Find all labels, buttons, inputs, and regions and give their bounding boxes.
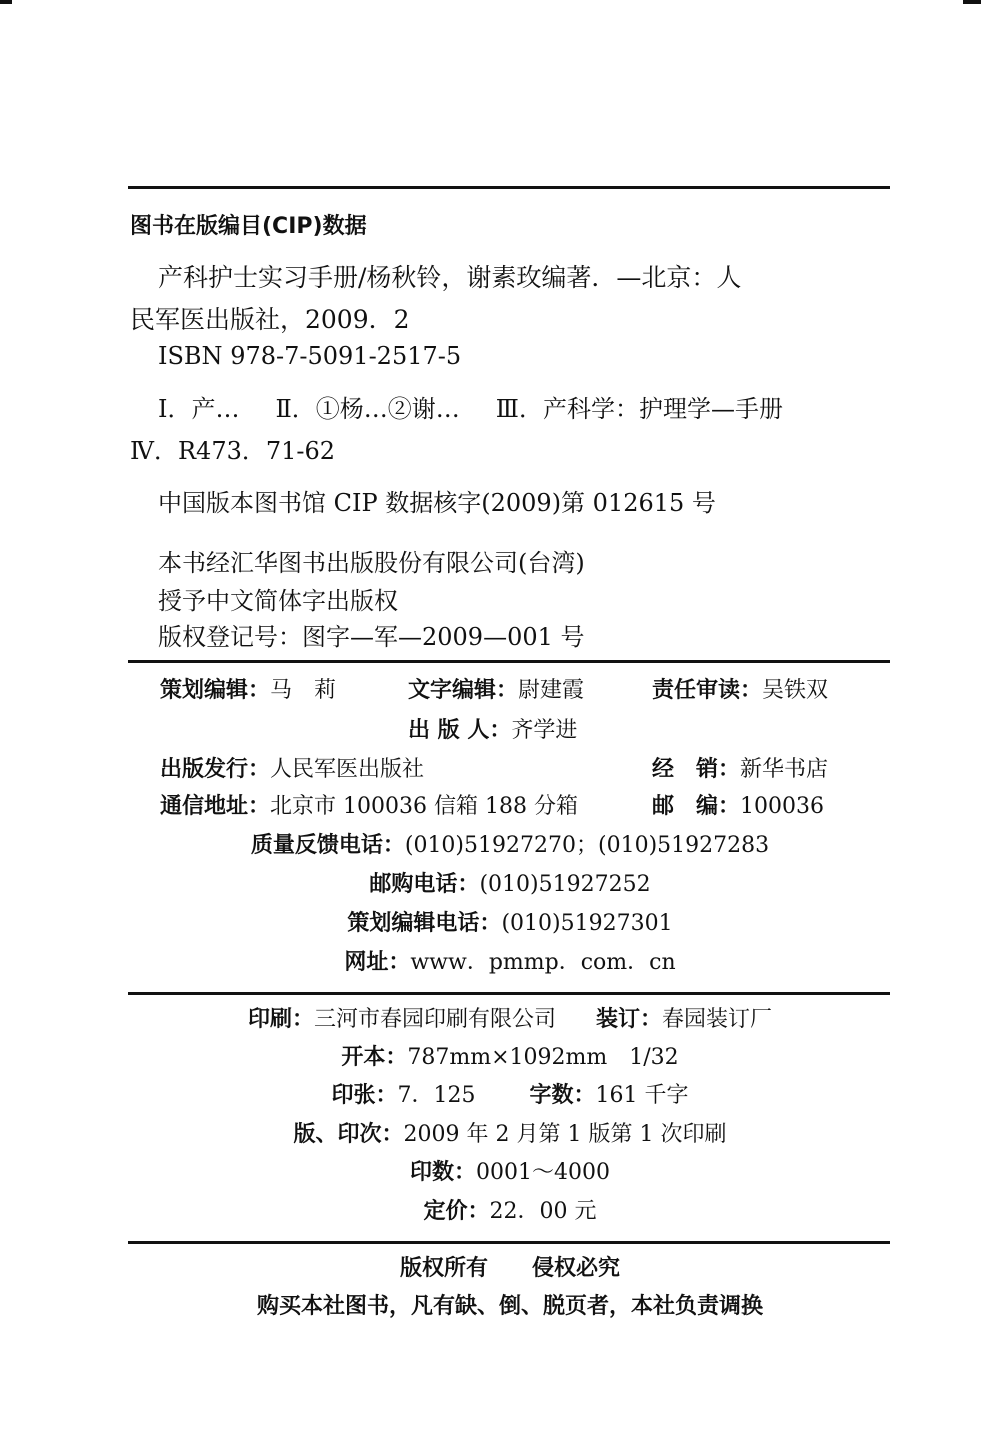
- sheets-value: 7．125: [397, 1083, 476, 1108]
- postcode: [652, 792, 824, 822]
- website-value: www．pmmp．com．cn: [410, 950, 676, 975]
- feedback-phone-label: 质量反馈电话：: [250, 833, 405, 858]
- section-rule-publisher: [128, 660, 890, 663]
- printer-binding: [130, 1005, 890, 1035]
- license-line-1: 本书经汇华图书出版股份有限公司(台湾): [158, 549, 585, 577]
- price: [130, 1197, 890, 1227]
- mail-order-phone-value: (010)51927252: [479, 872, 651, 897]
- mailing-address: [160, 792, 578, 822]
- price-label: 定价：: [423, 1199, 490, 1224]
- binding-value: 春园装订厂: [662, 1007, 773, 1032]
- website-label: 网址：: [344, 950, 411, 975]
- replacement-notice: 购买本社图书，凡有缺、倒、脱页者，本社负责调换: [256, 1294, 763, 1319]
- postcode-value: 100036: [740, 794, 824, 819]
- cip-heading: 图书在版编目(CIP)数据: [130, 214, 367, 239]
- text-editor-value: 尉建霞: [518, 678, 585, 703]
- license-line-2: 授予中文简体字出版权: [158, 587, 398, 615]
- address-value: 北京市 100036 信箱 188 分箱: [270, 794, 578, 819]
- sheets-words: [130, 1081, 890, 1111]
- edition-printing: [130, 1120, 890, 1150]
- planning-editor: [160, 676, 336, 706]
- words-label: 字数：: [529, 1083, 596, 1108]
- classification-part-1: Ⅰ．产…: [158, 395, 240, 423]
- section-rule-printing: [128, 992, 890, 995]
- top-rule: [128, 186, 890, 189]
- cip-record-number: 中国版本图书馆 CIP 数据核字(2009)第 012615 号: [158, 489, 716, 517]
- publisher-person-value: 齐学进: [511, 718, 578, 743]
- copyright-registration: 版权登记号：图字—军—2009—001 号: [158, 623, 585, 651]
- distribution-label: 出版发行：: [160, 757, 271, 782]
- book-title-line-1: 产科护士实习手册/杨秋铃，谢素玫编著．—北京：人: [158, 263, 742, 292]
- print-run: [130, 1158, 890, 1188]
- publisher-person: [408, 716, 577, 746]
- classification-line-2: Ⅳ．R473．71-62: [130, 437, 336, 465]
- book-title-line-2: 民军医出版社，2009．2: [130, 305, 410, 334]
- price-value: 22．00 元: [489, 1199, 597, 1224]
- reviewer-value: 吴铁双: [762, 678, 829, 703]
- binding-label: 装订：: [596, 1007, 663, 1032]
- planning-editor-value: 马 莉: [270, 678, 337, 703]
- text-editor: [408, 676, 584, 706]
- editorial-phone-label: 策划编辑电话：: [347, 911, 502, 936]
- mail-order-phone-label: 邮购电话：: [369, 872, 480, 897]
- printer-value: 三河市春园印刷有限公司: [313, 1007, 556, 1032]
- seller: [652, 755, 828, 785]
- text-editor-label: 文字编辑：: [408, 678, 519, 703]
- mail-order-phone: [130, 870, 890, 900]
- website: [130, 948, 890, 978]
- infringement-notice: 侵权必究: [532, 1256, 621, 1281]
- seller-value: 新华书店: [740, 757, 829, 782]
- rights-reserved: 版权所有: [399, 1256, 488, 1281]
- address-label: 通信地址：: [160, 794, 271, 819]
- rights-statement: [130, 1254, 890, 1284]
- planning-editor-label: 策划编辑：: [160, 678, 271, 703]
- format-value: 787mm×1092mm 1/32: [407, 1045, 679, 1070]
- section-rule-footer: [128, 1241, 890, 1244]
- responsible-reviewer: [652, 676, 828, 706]
- distribution-value: 人民军医出版社: [270, 757, 425, 782]
- scan-edge-mark-right: [963, 0, 981, 4]
- format-label: 开本：: [341, 1045, 408, 1070]
- quality-feedback-phone: [130, 831, 890, 861]
- classification-line-1: [158, 394, 783, 424]
- feedback-phone-value: (010)51927270；(010)51927283: [404, 833, 770, 858]
- editorial-phone-value: (010)51927301: [501, 911, 673, 936]
- print-run-value: 0001～4000: [476, 1160, 610, 1185]
- edition-label: 版、印次：: [293, 1122, 404, 1147]
- print-run-label: 印数：: [410, 1160, 477, 1185]
- sheets-label: 印张：: [331, 1083, 398, 1108]
- editorial-phone: [130, 909, 890, 939]
- scan-edge-mark-left: [0, 0, 12, 4]
- distribution: [160, 755, 424, 785]
- reviewer-label: 责任审读：: [652, 678, 763, 703]
- postcode-label: 邮 编：: [652, 794, 741, 819]
- edition-value: 2009 年 2 月第 1 版第 1 次印刷: [403, 1122, 727, 1147]
- words-value: 161 千字: [595, 1083, 689, 1108]
- book-format: [130, 1043, 890, 1073]
- isbn: ISBN 978-7-5091-2517-5: [158, 342, 462, 370]
- classification-part-2: Ⅱ．①杨…②谢…: [275, 395, 460, 423]
- printer-label: 印刷：: [247, 1007, 314, 1032]
- publisher-person-label: 出 版 人：: [408, 718, 512, 743]
- seller-label: 经 销：: [652, 757, 741, 782]
- classification-part-3: Ⅲ．产科学：护理学—手册: [495, 395, 783, 423]
